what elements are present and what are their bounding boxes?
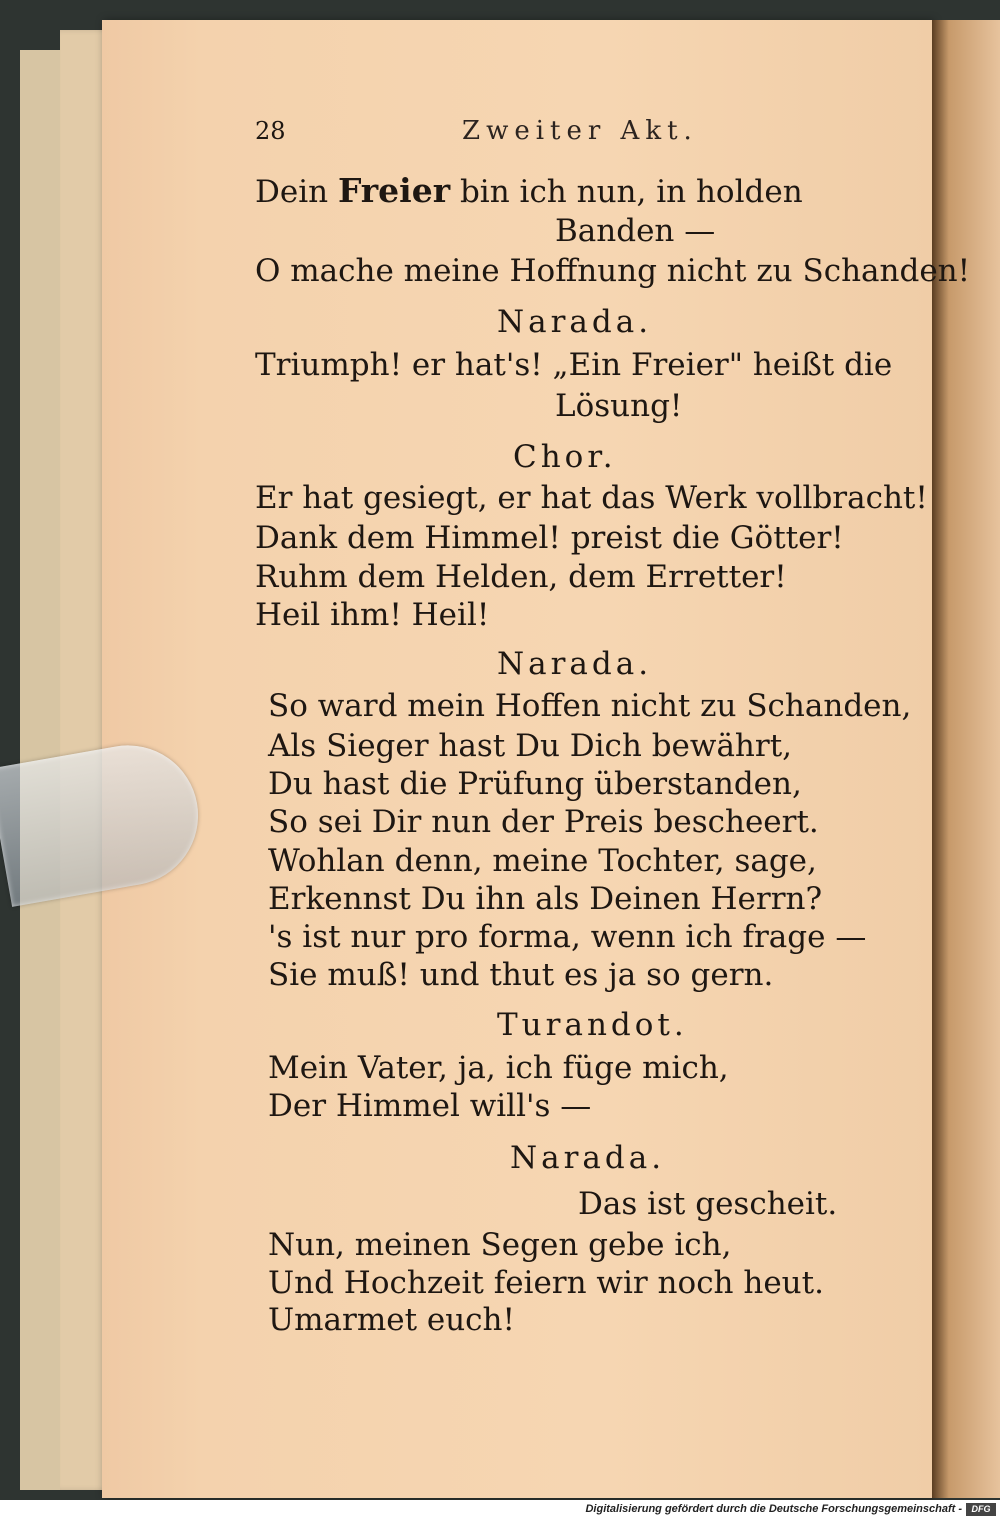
verse-line: Triumph! er hat's! „Ein Freier" heißt die bbox=[255, 347, 893, 383]
verse-line: Banden — bbox=[555, 213, 716, 249]
verse-line: Mein Vater, ja, ich füge mich, bbox=[268, 1050, 729, 1086]
dfg-logo: DFG bbox=[966, 1503, 996, 1516]
verse-line: Dank dem Himmel! preist die Götter! bbox=[255, 520, 844, 556]
footer-bar bbox=[0, 1500, 1000, 1520]
verse-line: Umarmet euch! bbox=[268, 1302, 515, 1338]
verse-line: Ruhm dem Helden, dem Erretter! bbox=[255, 559, 787, 595]
running-header: Zweiter Akt. bbox=[462, 116, 698, 146]
speaker-name: Chor. bbox=[513, 439, 617, 475]
verse-line: Wohlan denn, meine Tochter, sage, bbox=[268, 843, 817, 879]
verse-line-1 bbox=[255, 172, 803, 211]
verse-line: Der Himmel will's — bbox=[268, 1088, 592, 1124]
verse-line: Er hat gesiegt, er hat das Werk vollbracht! bbox=[255, 480, 928, 516]
verse-line-1-start: Dein bbox=[255, 174, 338, 210]
verse-line: So ward mein Hoffen nicht zu Schanden, bbox=[268, 688, 912, 724]
verse-line: 's ist nur pro forma, wenn ich frage — bbox=[268, 919, 867, 955]
speaker-name: Turandot. bbox=[497, 1007, 688, 1043]
verse-line: Und Hochzeit feiern wir noch heut. bbox=[268, 1265, 824, 1301]
verse-line: Nun, meinen Segen gebe ich, bbox=[268, 1227, 732, 1263]
page-number: 28 bbox=[255, 117, 286, 145]
funding-credit: Digitalisierung gefördert durch die Deutsche Forschungsgemeinschaft - bbox=[585, 1503, 962, 1515]
verse-line: Heil ihm! Heil! bbox=[255, 597, 490, 633]
speaker-name: Narada. bbox=[497, 304, 653, 340]
speaker-name: Narada. bbox=[510, 1140, 666, 1176]
verse-line: Du hast die Prüfung überstanden, bbox=[268, 766, 802, 802]
verse-line: So sei Dir nun der Preis bescheert. bbox=[268, 804, 819, 840]
verse-line: Erkennst Du ihn als Deinen Herrn? bbox=[268, 881, 823, 917]
verse-line-1-emphasis: Freier bbox=[337, 171, 451, 210]
verse-line: Als Sieger hast Du Dich bewährt, bbox=[268, 728, 793, 764]
verse-line-1-end: bin ich nun, in holden bbox=[450, 174, 803, 210]
verse-line: Lösung! bbox=[555, 388, 683, 424]
verse-line: Das ist gescheit. bbox=[578, 1186, 838, 1222]
verse-line: Sie muß! und thut es ja so gern. bbox=[268, 957, 774, 993]
verse-line: O mache meine Hoffnung nicht zu Schanden! bbox=[255, 253, 971, 289]
speaker-name: Narada. bbox=[497, 646, 653, 682]
